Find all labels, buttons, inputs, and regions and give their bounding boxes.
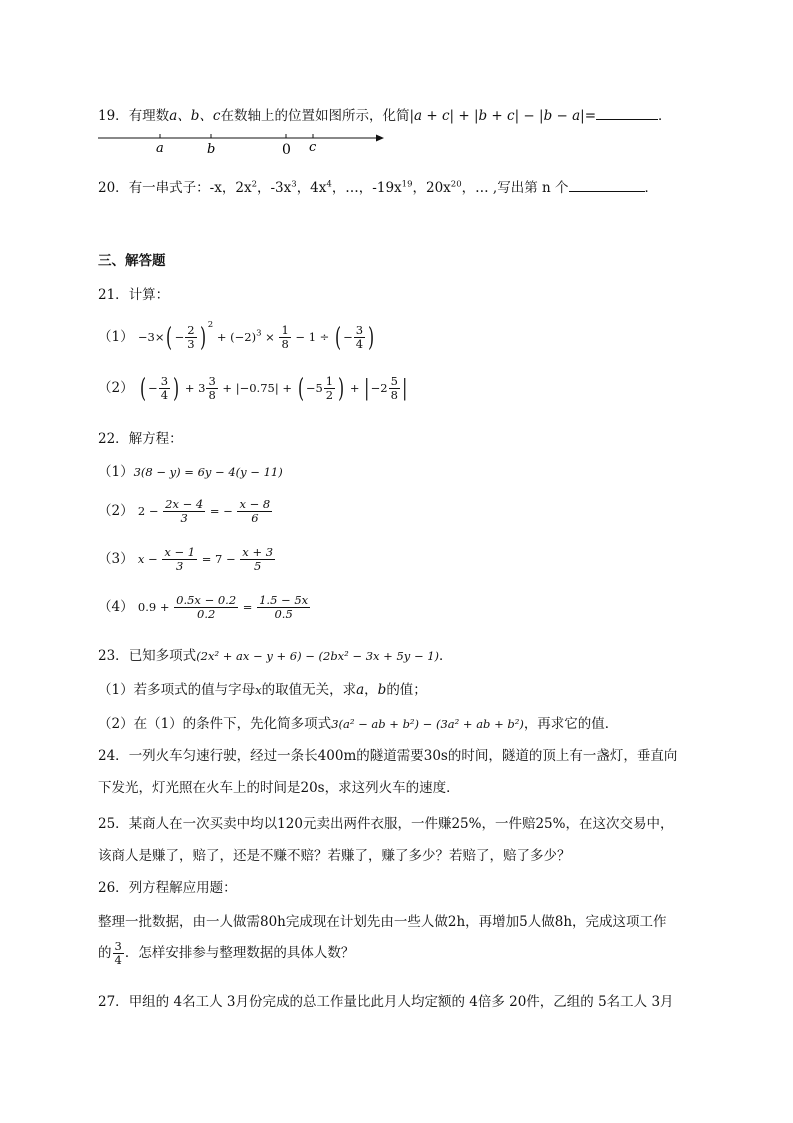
q22-part4: （4） 0.9 + $\frac{0.5x - 0.2}{0.2}$ = $\frac{1.5 - 5x}{0.5}$	[98, 593, 309, 621]
question-22: 22．解方程：	[98, 431, 183, 447]
q19-vars: a、b、c	[169, 108, 221, 124]
q21-part1: （1） −3×( − $\frac{2}{3}$ ) $^2 + (-2)^3$ × $\frac{1}{8}$ − 1 ÷ ( − $\frac{3}{4}$ )	[98, 320, 375, 353]
q23-part1: （1）若多项式的值与字母x的取值无关，求a，b的值；	[98, 682, 427, 698]
axis-label-0: 0	[282, 142, 291, 158]
q22-part3: （3） x − $\frac{x - 1}{3}$ = 7 − $\frac{x + 3}{5}$	[98, 545, 274, 573]
q19-answer-blank[interactable]	[596, 107, 658, 120]
q26-line1: 整理一批数据，由一人做需80h完成现在计划先由一些人做2h，再增加5人做8h，完成这项工作	[98, 914, 667, 930]
q19-text1: 有理数	[128, 108, 170, 124]
question-20: 20．有一串式子：-x，$2x^2$，$-3x^3$，$4x^4$，…，$-19x^{19}$，$20x^{20}$，… ,写出第 n 个 ．	[98, 179, 658, 196]
number-line	[98, 126, 398, 166]
q21-part2: （2） ( − $\frac{3}{4}$ ) + 3 $\frac{3}{8}$ + |−0.75| + ( −5 $\frac{1}{2}$ ) + |−2 $\frac{5}{8}$ |	[98, 373, 408, 404]
q19-text2: 在数轴上的位置如图所示，化简	[220, 108, 410, 124]
q24-line2: 下发光，灯光照在火车上的时间是20s，求这列火车的速度．	[98, 780, 460, 796]
q26-line2: 的 $\frac{3}{4}$ ．怎样安排参与整理数据的具体人数？	[98, 939, 355, 967]
q20-number: 20．	[98, 180, 129, 196]
section-heading: 三、解答题	[98, 253, 166, 269]
q22-part2: （2） 2 − $\frac{2x - 4}{3}$ = − $\frac{x - 8}{6}$	[98, 497, 271, 525]
axis-label-b: b	[207, 142, 216, 157]
q19-number: 19．	[98, 108, 129, 124]
question-27: 27．甲组的 4名工人 3月份完成的总工作量比此月人均定额的 4倍多 20件，乙组的 5名工人 3月	[98, 994, 674, 1010]
q22-part1: （1）3(8 − y) = 6y − 4(y − 11)	[98, 464, 283, 480]
number-line-arrow-icon	[376, 135, 384, 142]
q23-part2: （2）在（1）的条件下，先化简多项式3(a² − ab + b²) − (3a² + ab + b²)，再求它的值．	[98, 716, 619, 732]
axis-label-a: a	[156, 141, 164, 156]
question-24: 24．一列火车匀速行驶，经过一条长400m的隧道需要30s的时间，隧道的顶上有一盏灯，垂直向	[98, 748, 678, 764]
q25-line2: 该商人是赚了，赔了，还是不赚不赔？若赚了，赚了多少？若赔了，赔了多少？	[98, 848, 571, 864]
q19-end: ．	[658, 108, 672, 124]
question-26: 26．列方程解应用题：	[98, 880, 237, 896]
question-25: 25．某商人在一次买卖中均以120元卖出两件衣服，一件赚25%，一件赔25%，在这次交易中，	[98, 816, 674, 832]
q20-answer-blank[interactable]	[569, 179, 645, 192]
question-23: 23．已知多项式(2x² + ax − y + 6) − (2bx² − 3x + 5y − 1)．	[98, 648, 453, 664]
question-21: 21．计算：	[98, 287, 170, 303]
q19-expression: |a + c| + |b + c| − |b − a|=	[409, 108, 597, 124]
axis-label-c: c	[309, 140, 317, 155]
question-19	[98, 104, 672, 124]
